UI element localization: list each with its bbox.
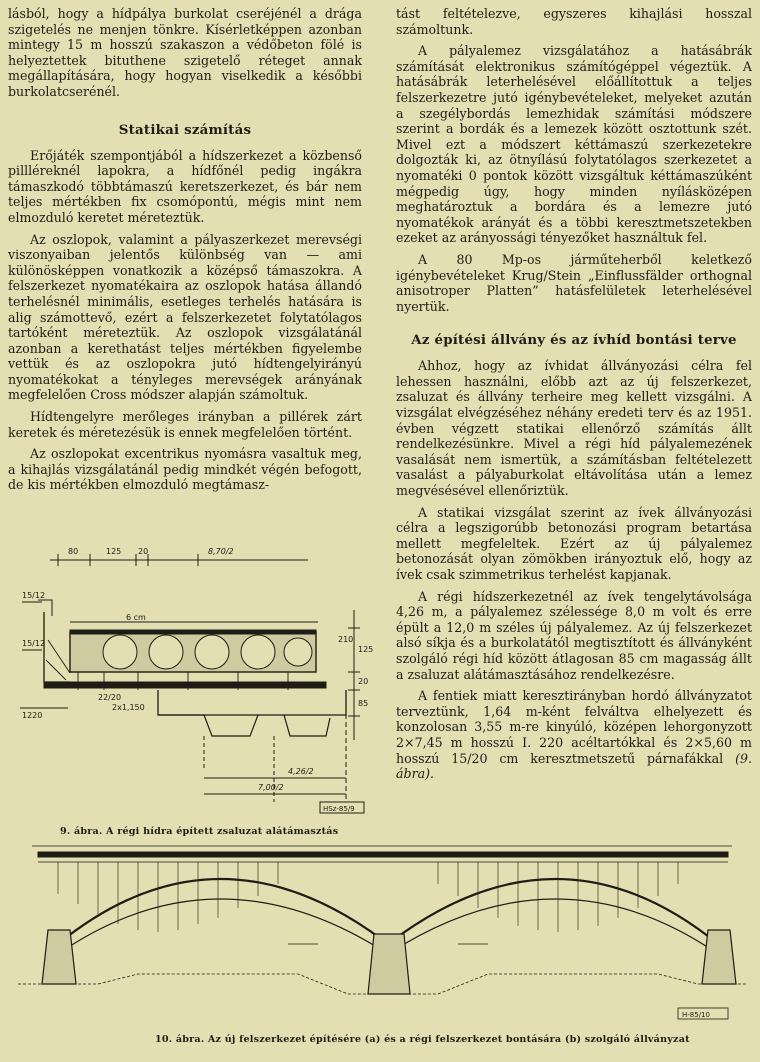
paragraph: A 80 Mp-os járműteherből keletkező igénybevételeket Krug/Stein „Einflussfälder orthognal anisotroper Platten” hatásfelületek leterhelésével nyertük. [396,251,752,314]
dim-label: 15/12 [22,639,46,648]
right-abutment [702,930,736,984]
paragraph: Az oszlopok, valamint a pályaszerkezet merevségi viszonyaiban jelentős különbség van — ami különösképpen vonatkozik a középső támaszokra. A felszerkezet nyomatékaira az oszlopok hatása állandó terhelésnél minimális, esetleges terhelés hatására is alig számottevő, ezért a felszerkezetet folytatólagos tartóként méreteztük. Az oszlopok vizsgálatánál azonban a kerethatást teljes mértékben figyelembe vettük és az oszlopokra jutó hídtengelyirányú nyomatékokat a tényleges merevségek arányának megfelelően Cross módszer alapján számoltuk. [8,231,362,403]
paragraph: Hídtengelyre merőleges irányban a pillérek zárt keretek és méretezésük is ennek megfelelően történt. [8,409,362,440]
dim-label: 210 [338,635,354,644]
slab-void [241,635,275,669]
arch-right [388,879,718,944]
figure-9-caption: 9. ábra. A régi hídra épített zsaluzat alátámasztás [60,826,339,837]
bridge-deck [38,852,728,857]
paragraph: A pályalemez vizsgálatához a hatásábrák számítását elektronikus számítógéppel végeztük. A hatásábrák leterhelésével előállítottuk a teljes felszerkezetre jutó igénybevételeket, melyeket azután a szegélybordás lemezhidak számítási módszere szerint a bordák és a lemezek között osztottunk szét. Mivel ezt a módszert kéttámaszú szerkezetekre dolgozták ki, az ötnyílású folytatólagos szerkezetet a nyomatéki 0 pontok között vizsgáltuk kéttámaszúként mégpedig úgy, hogy minden nyílásközépen meghatároztuk a bordára és a lemezre jutó nyomatékok arányát és a többi keresztmetszetekben ezeket az arányossági tényezőket használtuk fel. [396,43,752,246]
paragraph-text: A fentiek miatt keresztirányban hordó állványzatot terveztünk, 1,64 m-ként felváltva elhelyezett és konzolosan 3,55 m-re kinyúló, középen lehorgonyzott 2×7,45 m hosszú I. 220 acéltartókkal és 2×5,60 m hosszú 15/20 cm keresztmetszetű párnafákkal [396,688,752,766]
figure-stamp: HSz-85/9 [323,805,355,813]
figure-9-cross-section [8,540,374,820]
dim-label: 85 [358,699,369,708]
left-abutment [42,930,76,984]
section-heading-statikai: Statikai számítás [118,121,252,138]
paragraph [396,688,752,782]
dim-label: 6 cm [126,613,146,622]
steel-beam [44,682,326,688]
dim-label: 7,00/2 [258,783,284,792]
paragraph: Az oszlopokat excentrikus nyomásra vasaltuk meg, a kihajlás vizsgálatánál pedig mindkét végén befogott, de kis mértékben elmozduló megtámasz- [8,446,362,493]
paragraph: A statikai vizsgálat szerint az ívek állványozási célra a legszigorúbb betonozási program betartása mellett megfeleltek. Ezért az új pályalemez betonozását olyan zömökben irányoztuk elő, hogy az ívek csak szimmetrikus terhelést kapjanak. [396,504,752,582]
dim-label: 8,70/2 [208,547,234,556]
slab-void [103,635,137,669]
right-column [396,6,752,788]
section-heading-allvany: Az építési állvány és az ívhíd bontási terve [411,332,737,349]
dim-label: 15/12 [22,591,46,600]
figure-10-arch-elevation [18,834,748,1024]
dim-label: 2x1,150 [112,703,145,712]
figure-stamp: H-85/10 [682,1011,710,1019]
dim-label: 1220 [22,711,43,720]
arch-left [58,879,388,944]
figure-reference: (9. ábra). [396,750,752,782]
paragraph: Erőjáték szempontjából a hídszerkezet a közbenső pillléreknél lapokra, a hídfőnél pedig ingákra támaszkodó többtámaszú keretszerkezet, és bár nem teljes mértékben fix csomópontú, mégis mint nem elmozduló keretet méreteztük. [8,147,362,225]
dim-label: 20 [138,547,149,556]
paragraph: tást feltételezve, egyszeres kihajlási hosszal számoltunk. [396,6,752,37]
dim-label: 125 [106,547,122,556]
dim-label: 80 [68,547,79,556]
dim-label: 125 [358,645,374,654]
slab-void [284,638,312,666]
slab-void [149,635,183,669]
paragraph: Ahhoz, hogy az ívhidat állványozási célra fel lehessen használni, előbb azt az új felszerkezet, zsaluzat és állvány terheire meg kellett vizsgálni. A vizsgálat elvégzéséhez néhány eredeti terv és az 1951. évben végzett statikai ellenőrző számítás állt rendelkezésünkre. Mivel a régi híd pályalemezének vasalását nem ismertük, a számításban feltételezett vasalást a pályaburkolat eltávolítása után a lemez megvésésével ellenőriztük. [396,358,752,499]
dim-label: 4,26/2 [288,767,314,776]
slab-void [195,635,229,669]
central-pier [368,934,410,994]
paragraph: lásból, hogy a hídpálya burkolat cseréjénél a drága szigetelés ne menjen tönkre. Kísérletképpen azonban mintegy 15 m hosszú szakaszon a védőbeton fölé is helyeztettek bituthene szigetelő réteget annak megállapítására, hogy hogyan viselkedik a későbbi burkolatcserénél. [8,6,362,99]
left-column [8,6,362,499]
figure-10-caption: 10. ábra. Az új felszerkezet építésére (a) és a régi felszerkezet bontására (b) szolgáló állványzat [155,1034,690,1045]
old-bridge-slab [158,690,346,715]
dim-label: 20 [358,677,369,686]
paragraph: A régi hídszerkezetnél az ívek tengelytávolsága 4,26 m, a pályalemez szélessége 8,0 m volt és erre épült a 12,0 m széles új pályalemez. Az új felszerkezet alsó síkja és a burkolatától megtisztított és állványként szolgáló régi híd között átlagosan 85 cm magasság állt a zsaluzat alátámasztásához rendelkezésre. [396,588,752,682]
dim-label: 22/20 [98,693,122,702]
